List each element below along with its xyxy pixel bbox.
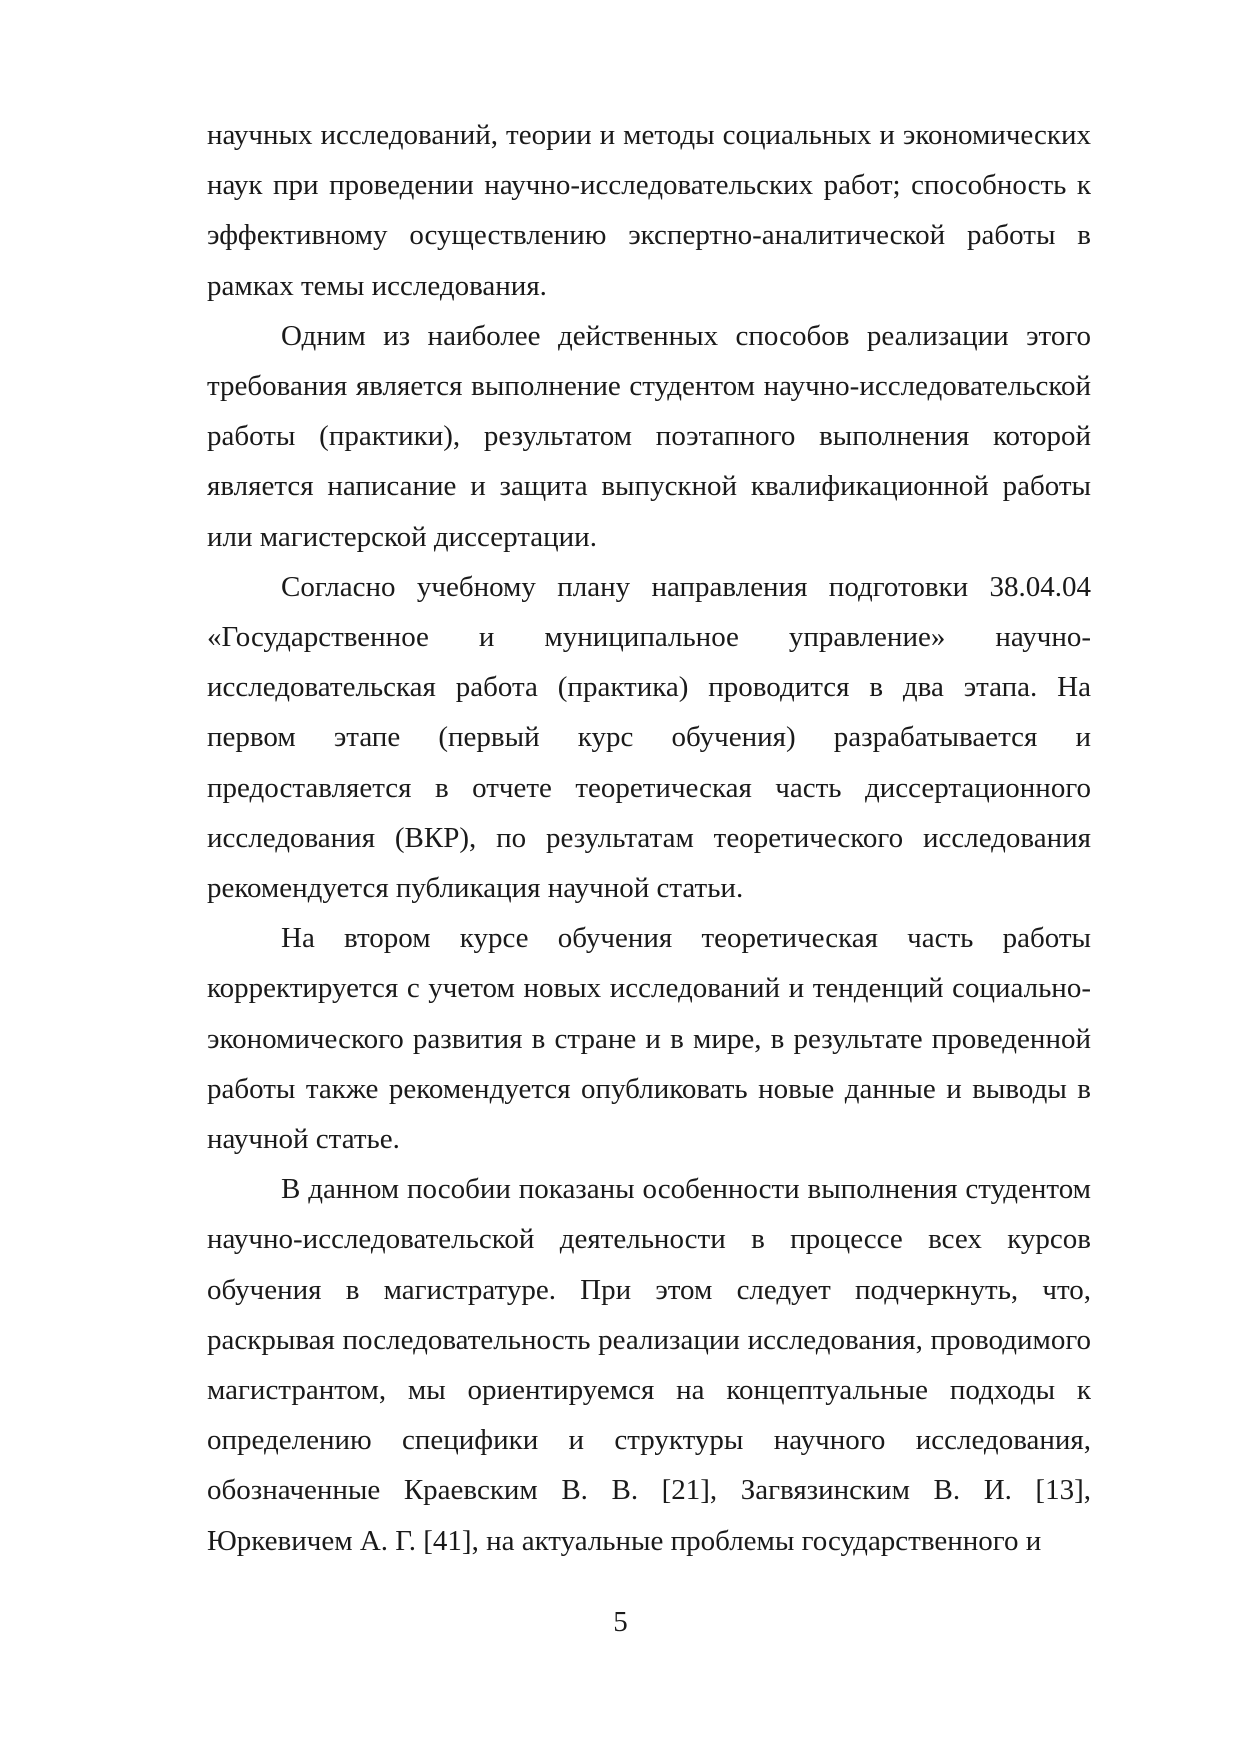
- paragraph: На втором курсе обучения теоретическая часть работы корректируется с учетом новых исследований и тенденций социально-экономического развития в стране и в мире, в результате проведенной работы также рекомендуется опубликовать новые данные и выводы в научной статье.: [207, 922, 1091, 1156]
- paragraph: Согласно учебному плану направления подготовки 38.04.04 «Государственное и муниципальное управление» научно-исследовательская работа (практика) проводится в два этапа. На первом этапе (первый курс обучения) разрабатывается и предоставляется в отчете теоретическая часть диссертационного исследования (ВКР), по результатам теоретического исследования рекомендуется публикация научной статьи.: [207, 570, 1091, 905]
- paragraph: В данном пособии показаны особенности выполнения студентом научно-исследовательской деятельности в процессе всех курсов обучения в магистратуре. При этом следует подчеркнуть, что, раскрывая последовательность реализации исследования, проводимого магистрантом, мы ориентируемся на концептуальные подходы к определению специфики и структуры научного исследования, обозначенные Краевским В. В. [21], Загвязинским В. И. [13], Юркевичем А. Г. [41], на актуальные проблемы государственного и: [207, 1173, 1091, 1557]
- page-number: 5: [613, 1606, 628, 1638]
- paragraph-continuation: научных исследований, теории и методы социальных и экономических наук при проведении научно-исследовательских работ; способность к эффективному осуществлению экспертно-аналитической работы в рамках темы исследования.: [207, 119, 1091, 302]
- body-text: [207, 110, 1091, 1566]
- paragraph: Одним из наиболее действенных способов реализации этого требования является выполнение студентом научно-исследовательской работы (практики), результатом поэтапного выполнения которой является написание и защита выпускной квалификационной работы или магистерской диссертации.: [207, 319, 1091, 553]
